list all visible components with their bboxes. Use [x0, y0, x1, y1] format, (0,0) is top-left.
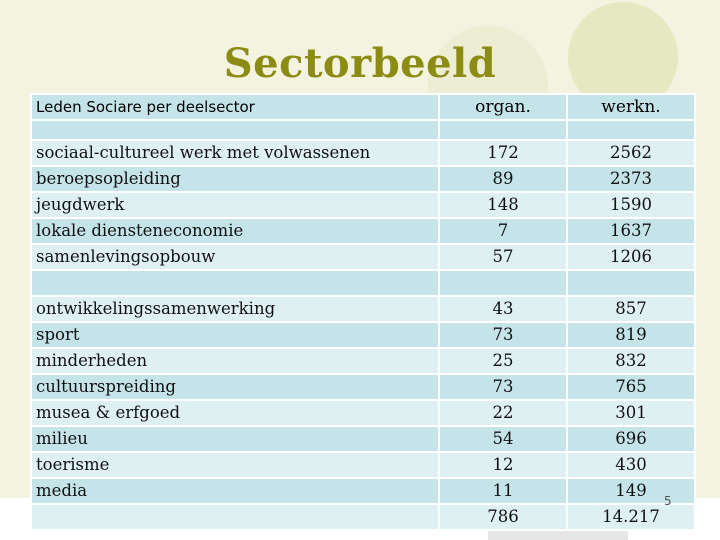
row-organ: 11: [439, 478, 567, 504]
table-row: [31, 452, 695, 478]
row-name: toerisme: [31, 452, 439, 478]
row-organ: 89: [439, 166, 567, 192]
sector-table: [30, 93, 696, 531]
table-row: [31, 244, 695, 270]
page-number: 5: [664, 494, 672, 508]
table-header-row: [31, 94, 695, 120]
row-werkn: 819: [567, 322, 695, 348]
row-organ: 54: [439, 426, 567, 452]
table-row: [31, 296, 695, 322]
row-organ: 172: [439, 140, 567, 166]
row-werkn: 857: [567, 296, 695, 322]
row-organ: 148: [439, 192, 567, 218]
row-werkn: 765: [567, 374, 695, 400]
row-organ: 73: [439, 322, 567, 348]
row-name: milieu: [31, 426, 439, 452]
header-werkn: werkn.: [567, 94, 695, 120]
table-row: [31, 322, 695, 348]
row-werkn: 1637: [567, 218, 695, 244]
row-name: musea & erfgoed: [31, 400, 439, 426]
table-spacer-row: [31, 270, 695, 296]
row-organ: 25: [439, 348, 567, 374]
total-werkn: 14.217: [567, 504, 695, 530]
total-name: [31, 504, 439, 530]
table-row: [31, 374, 695, 400]
row-name: samenlevingsopbouw: [31, 244, 439, 270]
table-row: [31, 192, 695, 218]
row-name: beroepsopleiding: [31, 166, 439, 192]
row-werkn: 696: [567, 426, 695, 452]
table-row: [31, 400, 695, 426]
row-werkn: 2373: [567, 166, 695, 192]
header-organ: organ.: [439, 94, 567, 120]
row-organ: 12: [439, 452, 567, 478]
table-row: [31, 348, 695, 374]
row-werkn: 149: [567, 478, 695, 504]
row-werkn: 2562: [567, 140, 695, 166]
page-title: Sectorbeeld: [223, 40, 497, 87]
row-name: cultuurspreiding: [31, 374, 439, 400]
row-organ: 43: [439, 296, 567, 322]
row-name: minderheden: [31, 348, 439, 374]
table-row: [31, 426, 695, 452]
table-spacer-row: [31, 120, 695, 140]
table-total-row: [31, 504, 695, 530]
header-name: Leden Sociare per deelsector: [31, 94, 439, 120]
row-werkn: 1590: [567, 192, 695, 218]
table-row: [31, 218, 695, 244]
row-organ: 73: [439, 374, 567, 400]
total-organ: 786: [439, 504, 567, 530]
row-werkn: 430: [567, 452, 695, 478]
row-werkn: 1206: [567, 244, 695, 270]
row-organ: 7: [439, 218, 567, 244]
table-row: [31, 478, 695, 504]
row-name: sport: [31, 322, 439, 348]
row-name: lokale diensteneconomie: [31, 218, 439, 244]
table-row: [31, 140, 695, 166]
row-name: jeugdwerk: [31, 192, 439, 218]
row-name: sociaal-cultureel werk met volwassenen: [31, 140, 439, 166]
row-organ: 22: [439, 400, 567, 426]
row-werkn: 832: [567, 348, 695, 374]
row-werkn: 301: [567, 400, 695, 426]
row-name: ontwikkelingssamenwerking: [31, 296, 439, 322]
row-organ: 57: [439, 244, 567, 270]
row-name: media: [31, 478, 439, 504]
table-row: [31, 166, 695, 192]
